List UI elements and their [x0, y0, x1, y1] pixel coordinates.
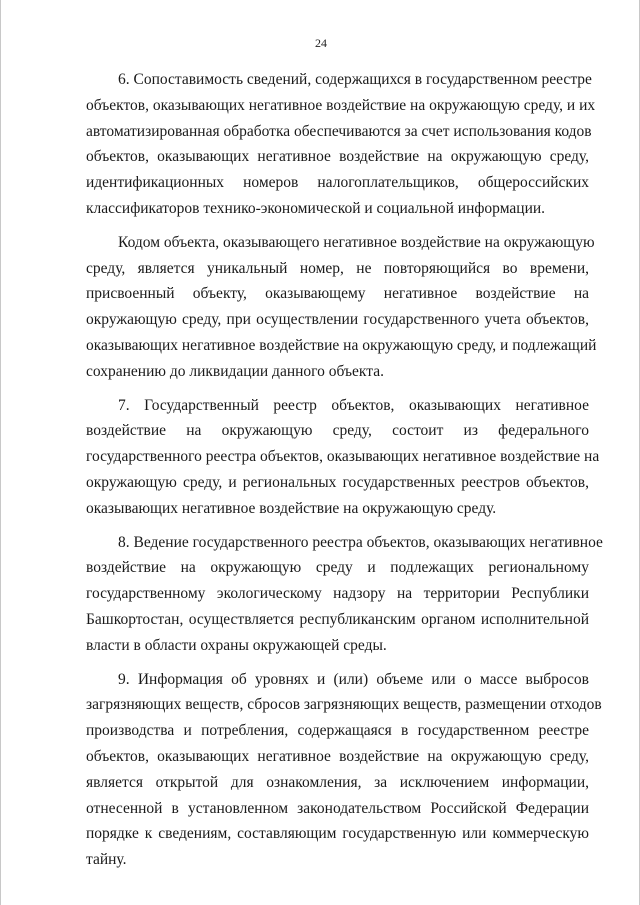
paragraph-line: Кодом объекта, оказывающего негативное воздействие на окружающую [118, 233, 595, 251]
document-body [86, 67, 603, 873]
paragraph-line: идентификационных номеров налогоплательщиков, общероссийских [86, 174, 589, 192]
paragraph-line: производства и потребления, содержащаяся в государственном реестре [86, 722, 589, 740]
paragraph-line: среду, является уникальный номер, не повторяющийся во времени, [86, 259, 589, 277]
paragraph-line: государственного реестра объектов, оказывающих негативное воздействие на [86, 448, 600, 466]
paragraph [86, 67, 596, 222]
paragraph-line: окружающую среду, и региональных государственных реестров объектов, [86, 473, 589, 491]
paragraph-line: является открытой для ознакомления, за исключением информации, [86, 773, 589, 791]
paragraph [86, 530, 603, 659]
paragraph [86, 230, 597, 385]
paragraph-line: оказывающих негативное воздействие на окружающую среду. [86, 499, 497, 517]
paragraph-line: присвоенный объекту, оказывающему негативное воздействие на [86, 285, 589, 303]
paragraph-line: тайну. [86, 851, 127, 869]
paragraph [86, 393, 600, 522]
paragraph-line: оказывающих негативное воздействие на окружающую среду, и подлежащий [86, 336, 597, 354]
paragraph-line: государственному экологическому надзору на территории Республики [86, 585, 589, 603]
paragraph-line: Башкортостан, осуществляется республиканским органом исполнительной [86, 610, 589, 628]
paragraph-line: порядке к сведениям, составляющим государственную или коммерческую [86, 825, 589, 843]
paragraph-line: 7. Государственный реестр объектов, оказывающих негативное [118, 396, 589, 414]
paragraph-line: власти в области охраны окружающей среды. [86, 636, 387, 654]
paragraph-line: 8. Ведение государственного реестра объектов, оказывающих негативное [118, 533, 603, 551]
paragraph-line: объектов, оказывающих негативное воздействие на окружающую среду, и их [86, 96, 596, 114]
paragraph-line: классификаторов технико-экономической и социальной информации. [86, 199, 546, 217]
paragraph-line: отнесенной в установленном законодательством Российской Федерации [86, 799, 589, 817]
paragraph-line: сохранению до ликвидации данного объекта. [86, 362, 384, 380]
paragraph-line: воздействие на окружающую среду и подлежащих региональному [86, 559, 589, 577]
paragraph [86, 667, 602, 873]
page-number: 24 [315, 36, 327, 50]
paragraph-line: 6. Сопоставимость сведений, содержащихся в государственном реестре [118, 71, 592, 88]
paragraph-line: объектов, оказывающих негативное воздействие на окружающую среду, [86, 148, 589, 166]
paragraph-line: 9. Информация об уровнях и (или) объеме или о массе выбросов [118, 670, 589, 688]
paragraph-line: автоматизированная обработка обеспечиваются за счет использования кодов [86, 122, 592, 140]
paragraph-line: окружающую среду, при осуществлении государственного учета объектов, [86, 311, 589, 329]
paragraph-line: воздействие на окружающую среду, состоит из федерального [86, 422, 589, 440]
paragraph-line: объектов, оказывающих негативное воздействие на окружающую среду, [86, 747, 589, 765]
paragraph-line: загрязняющих веществ, сбросов загрязняющих веществ, размещении отходов [86, 696, 602, 714]
